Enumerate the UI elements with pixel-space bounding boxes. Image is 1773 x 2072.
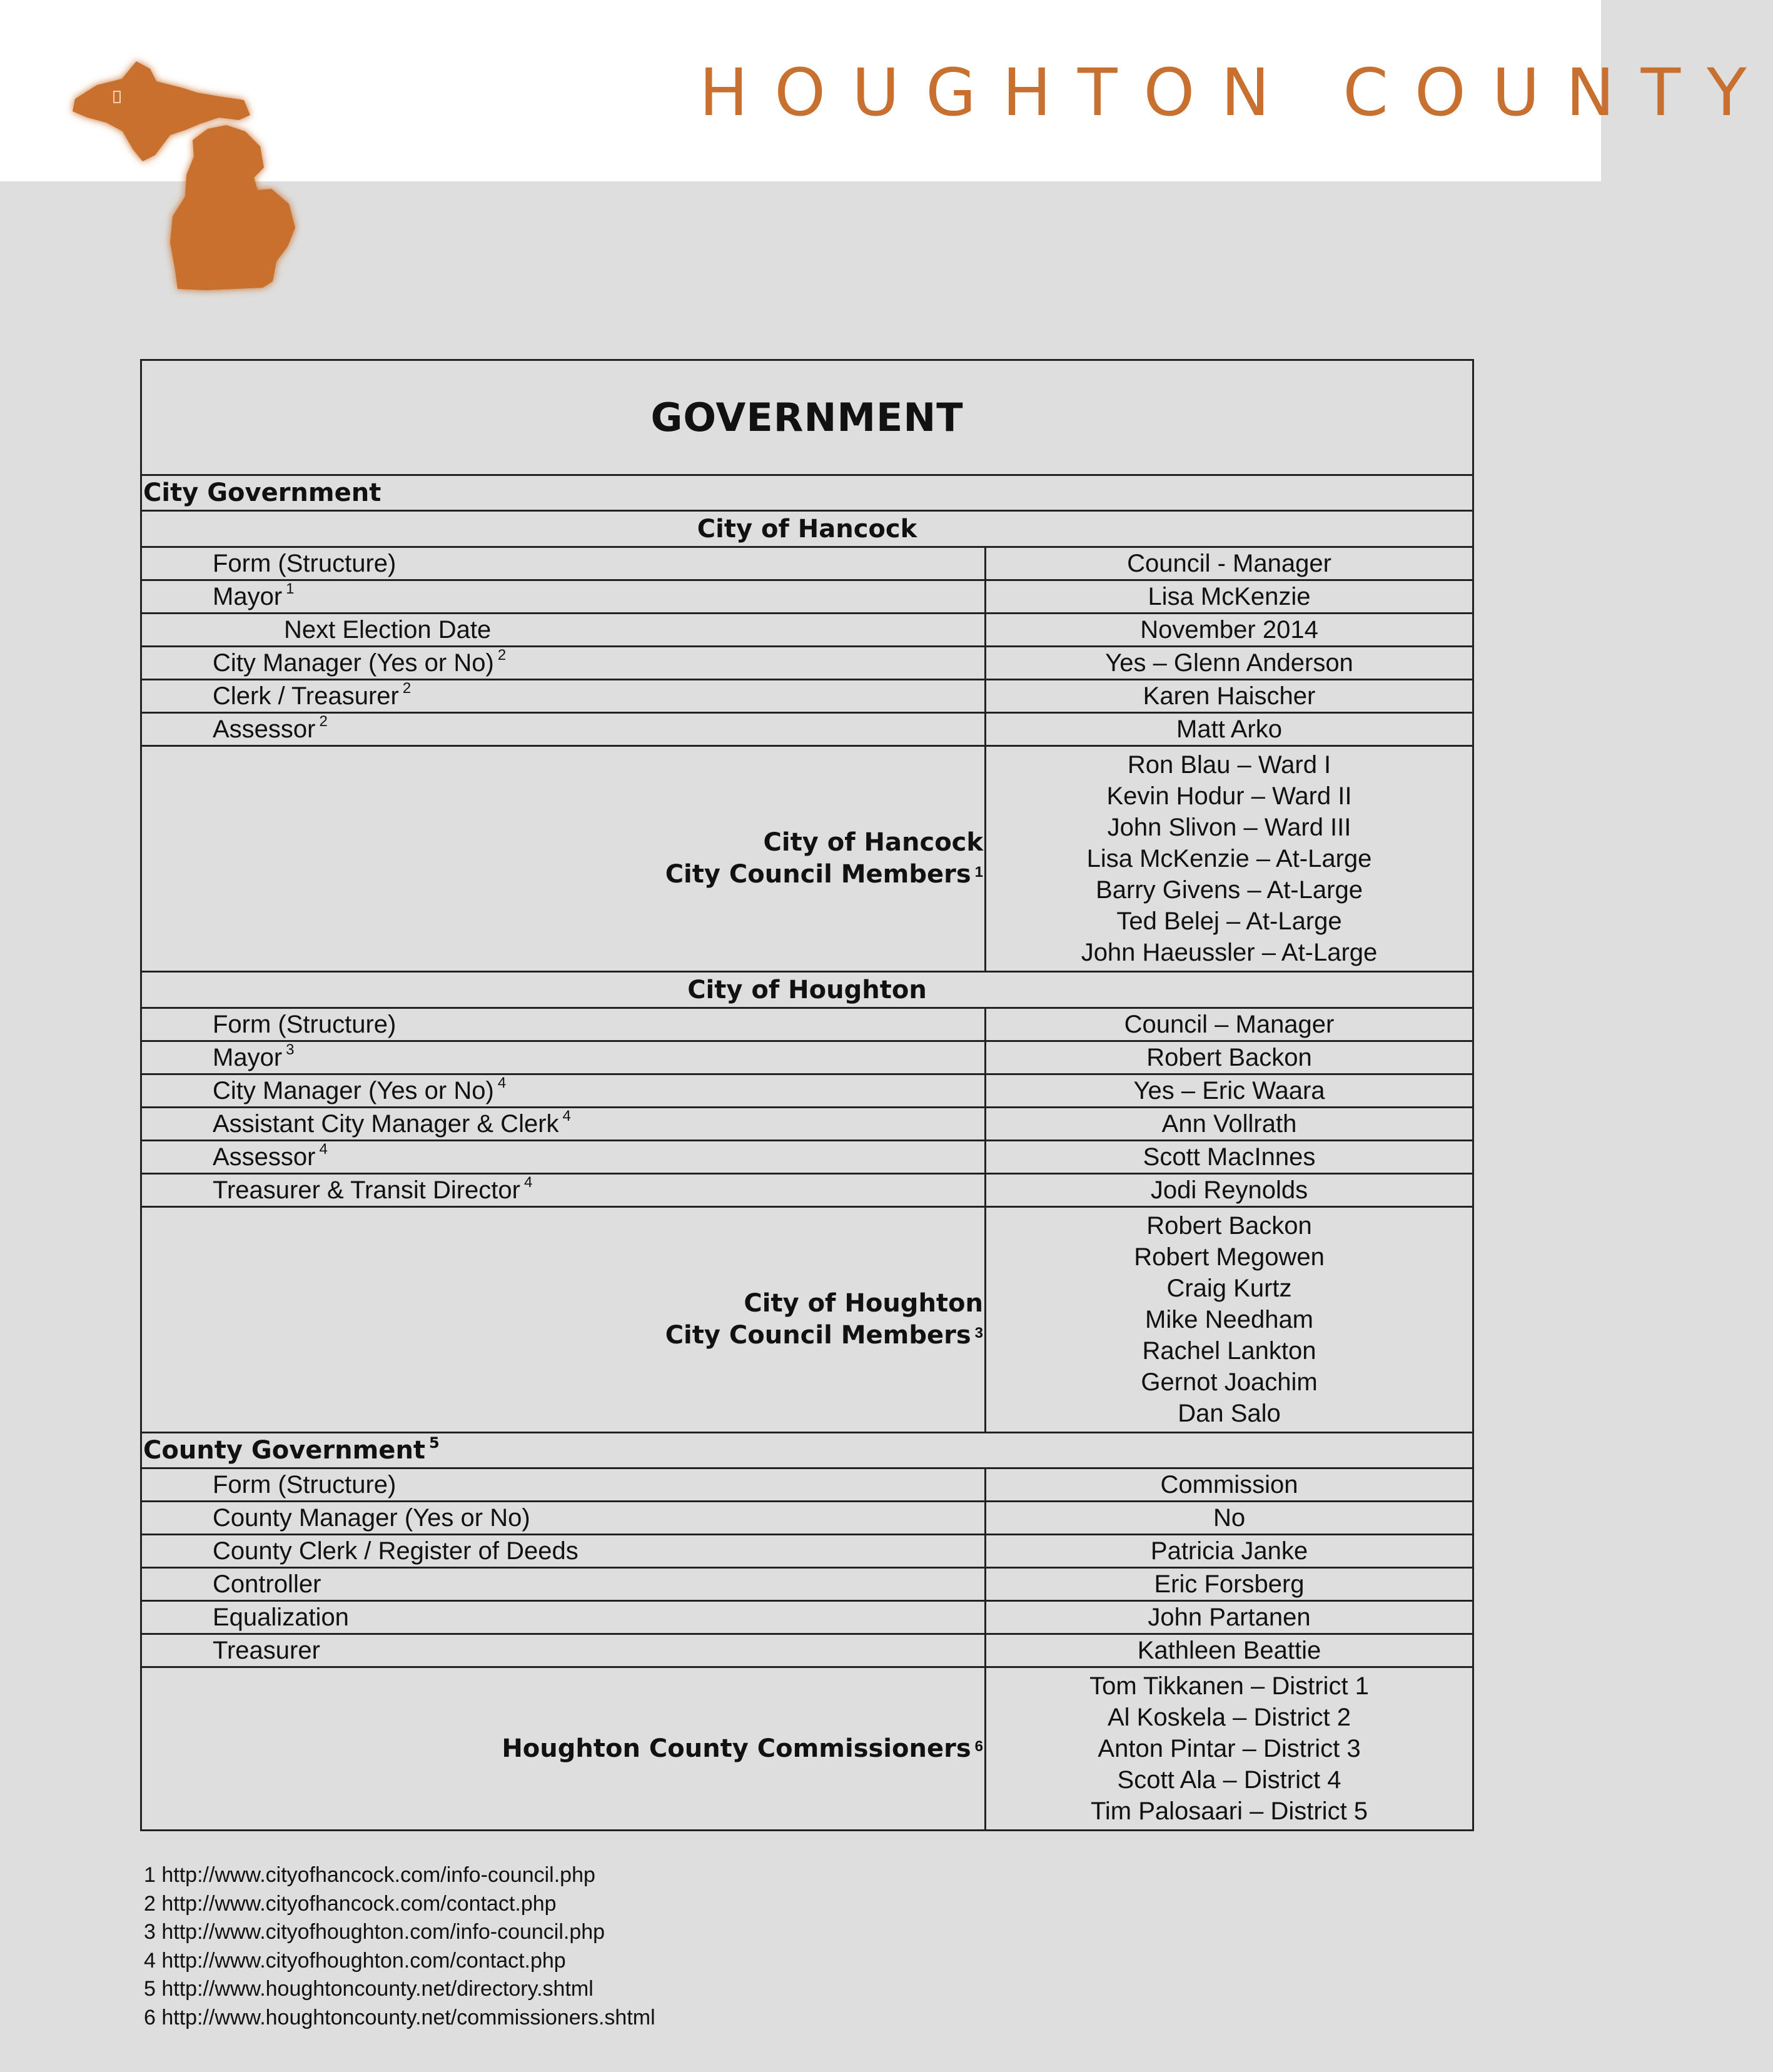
county-row [141,1568,1473,1601]
footnote-ref: 3 [286,1041,295,1058]
row-label-cell [141,1568,986,1601]
council-member: Dan Salo [1178,1400,1281,1427]
row-label: Mayor [213,1044,283,1071]
footnote: 1 http://www.cityofhancock.com/info-council.php [144,1863,595,1887]
county-row [141,1634,1473,1667]
hancock-council-label [141,746,986,972]
row-value: John Partanen [986,1601,1473,1634]
commissioner: Anton Pintar – District 3 [1098,1735,1361,1762]
hancock-row [141,580,1473,614]
footnote-ref: 2 [319,713,328,730]
hancock-council-label-line2: City Council Members [665,860,971,889]
houghton-row [141,1141,1473,1174]
council-member: Mike Needham [1145,1306,1314,1333]
row-label-cell [141,1468,986,1502]
council-member: Craig Kurtz [1166,1275,1292,1302]
row-value: Kathleen Beattie [986,1634,1473,1667]
row-value: Commission [986,1468,1473,1502]
hancock-council-members [986,746,1473,972]
houghton-council-members [986,1207,1473,1433]
footnote-ref: 1 [286,580,295,597]
commissioners-label [141,1667,986,1831]
commissioner: Scott Ala – District 4 [1117,1766,1341,1794]
footnote-ref: 2 [497,647,507,664]
footnote-ref: 4 [497,1074,507,1091]
government-table [140,359,1474,1831]
row-label: Assessor [213,1143,316,1171]
city-heading-houghton: City of Houghton [141,972,1473,1008]
row-label-cell [141,1108,986,1141]
hancock-row [141,547,1473,580]
row-label: County Manager (Yes or No) [213,1504,530,1532]
footnote: 5 http://www.houghtoncounty.net/directory.shtml [144,1977,594,2001]
county-row [141,1502,1473,1535]
footnote-ref: 4 [319,1141,328,1158]
row-label-cell [141,1634,986,1667]
council-member: Kevin Hodur – Ward II [1106,782,1352,810]
row-value: November 2014 [986,614,1473,647]
row-value: Scott MacInnes [986,1141,1473,1174]
county-row [141,1468,1473,1502]
row-label-cell [141,713,986,746]
row-value: Yes – Glenn Anderson [986,647,1473,680]
row-label-cell [141,1074,986,1108]
commissioners-list [986,1667,1473,1831]
row-label: Form (Structure) [213,550,397,577]
footnote-ref: 1 [974,864,983,881]
council-member: Gernot Joachim [1141,1368,1318,1396]
county-rows [141,1468,1473,1667]
hancock-rows [141,547,1473,746]
row-label-cell [141,614,986,647]
row-label-cell [141,1141,986,1174]
page-title: GOVERNMENT [141,360,1473,475]
row-value: Yes – Eric Waara [986,1074,1473,1108]
houghton-council-label-line1: City of Houghton [744,1289,983,1318]
footnote: 6 http://www.houghtoncounty.net/commissioners.shtml [144,2005,655,2029]
row-label-cell [141,1008,986,1041]
council-member: Ted Belej – At-Large [1116,907,1342,935]
row-label-cell [141,1174,986,1207]
row-label: Treasurer & Transit Director [213,1176,520,1204]
houghton-row [141,1108,1473,1141]
hancock-council-label-line1: City of Hancock [763,828,983,857]
row-label: County Clerk / Register of Deeds [213,1537,578,1565]
council-member: Barry Givens – At-Large [1096,876,1363,904]
row-label-cell [141,680,986,713]
row-value: Council - Manager [986,547,1473,580]
houghton-council-label-line2: City Council Members [665,1321,971,1350]
row-value: Ann Vollrath [986,1108,1473,1141]
row-label: Mayor [213,583,283,610]
row-label: City Manager (Yes or No) [213,649,494,677]
footnote-ref: 6 [974,1737,983,1755]
row-label-cell [141,547,986,580]
row-label-cell [141,1601,986,1634]
council-member: Robert Megowen [1134,1243,1325,1271]
commissioner: Tim Palosaari – District 5 [1090,1797,1368,1825]
footnote-ref: 3 [974,1325,983,1342]
footnote: 4 http://www.cityofhoughton.com/contact.php [144,1948,566,1973]
row-value: Lisa McKenzie [986,580,1473,614]
council-member: Lisa McKenzie – At-Large [1086,845,1372,872]
commissioner: Tom Tikkanen – District 1 [1089,1672,1369,1700]
row-label: Assistant City Manager & Clerk [213,1110,559,1138]
row-label-cell [141,1535,986,1568]
row-label-cell [141,580,986,614]
section-heading-county-government [141,1433,1473,1468]
county-row [141,1601,1473,1634]
row-value: Council – Manager [986,1008,1473,1041]
footnote-ref: 4 [562,1108,571,1124]
council-member: Rachel Lankton [1142,1337,1316,1365]
row-label: Clerk / Treasurer [213,682,399,710]
houghton-row [141,1041,1473,1074]
hancock-row [141,647,1473,680]
row-label: Assessor [213,715,316,743]
footnotes [144,1861,655,2032]
michigan-map-icon [63,55,300,294]
row-label: Form (Structure) [213,1011,397,1038]
hancock-row [141,614,1473,647]
row-label: Controller [213,1570,321,1598]
row-label-cell [141,647,986,680]
row-value: Robert Backon [986,1041,1473,1074]
row-label: Next Election Date [284,616,492,644]
row-value: Eric Forsberg [986,1568,1473,1601]
county-title: HOUGHTON COUNTY [699,54,1773,131]
council-member: John Haeussler – At-Large [1081,939,1378,966]
commissioner: Al Koskela – District 2 [1107,1704,1351,1731]
houghton-row [141,1174,1473,1207]
county-row [141,1535,1473,1568]
council-member: Robert Backon [1146,1212,1312,1240]
city-heading-hancock: City of Hancock [141,511,1473,547]
council-member: John Slivon – Ward III [1107,814,1351,841]
row-value: Jodi Reynolds [986,1174,1473,1207]
row-value: Matt Arko [986,713,1473,746]
row-label: Form (Structure) [213,1471,397,1498]
houghton-row [141,1074,1473,1108]
row-value: Patricia Janke [986,1535,1473,1568]
row-label: Equalization [213,1604,349,1631]
footnote: 2 http://www.cityofhancock.com/contact.php [144,1891,557,1916]
footnote-ref: 4 [523,1174,533,1191]
council-member: Ron Blau – Ward I [1127,751,1331,779]
row-value: No [986,1502,1473,1535]
commissioners-label-text: Houghton County Commissioners [502,1734,971,1763]
footnote-ref: 5 [429,1434,440,1452]
county-government-heading: County Government [143,1436,426,1465]
row-value: Karen Haischer [986,680,1473,713]
footnote-ref: 2 [402,680,412,697]
row-label-cell [141,1041,986,1074]
row-label: Treasurer [213,1637,320,1664]
houghton-council-label [141,1207,986,1433]
houghton-row [141,1008,1473,1041]
section-heading-city-government: City Government [141,475,1473,511]
footnote: 3 http://www.cityofhoughton.com/info-council.php [144,1920,605,1944]
houghton-rows [141,1008,1473,1207]
row-label-cell [141,1502,986,1535]
hancock-row [141,680,1473,713]
row-label: City Manager (Yes or No) [213,1077,494,1104]
hancock-row [141,713,1473,746]
